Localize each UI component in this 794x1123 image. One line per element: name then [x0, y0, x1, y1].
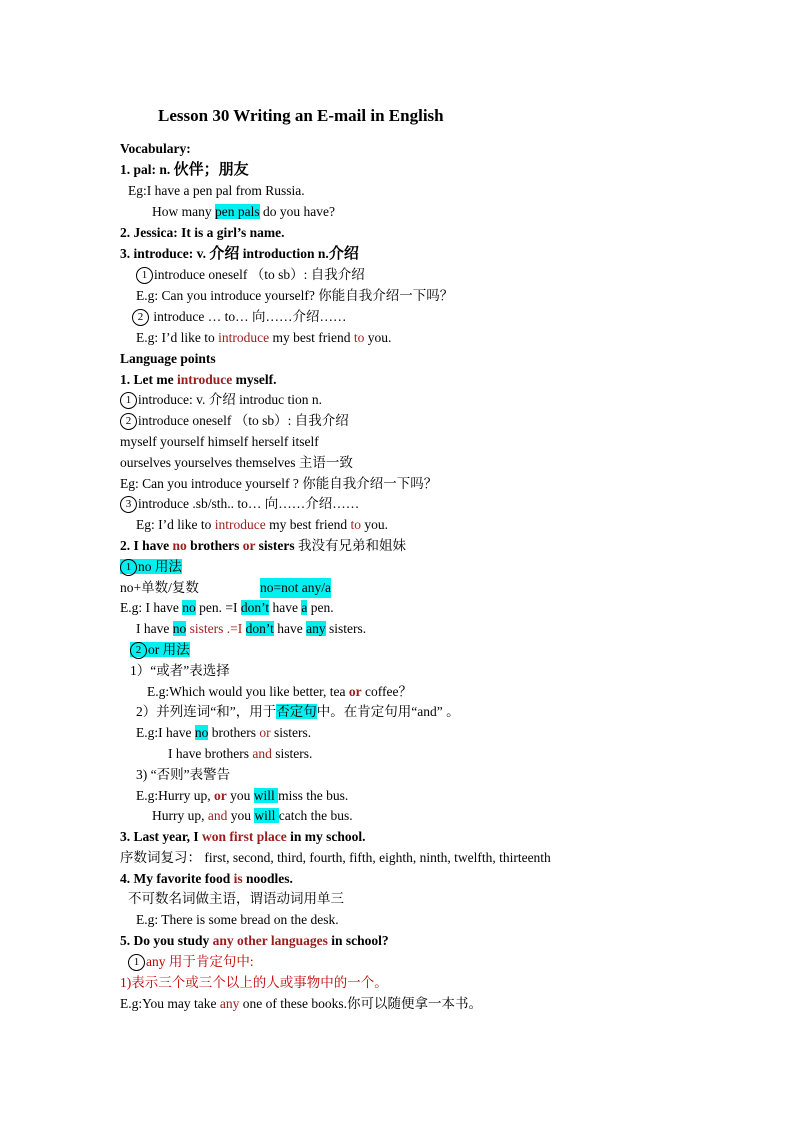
example-line: E.g:Hurry up, or you will miss the bus.	[136, 788, 349, 803]
text-line: 不可数名词做主语，谓语动词用单三	[128, 891, 344, 906]
text-line: no+单数/复数 no=not any/a	[120, 578, 199, 598]
vocab-item-1: 1. pal: n. 伙伴；朋友	[120, 162, 249, 178]
circled-number: 1	[128, 954, 145, 971]
text-line: 3) “否则”表警告	[136, 767, 231, 782]
point-3: 3. Last year, I won first place in my school.	[120, 829, 366, 844]
sub-item: 1 any 用于肯定句中:	[128, 952, 254, 972]
circled-number: 1	[136, 267, 153, 284]
point-4: 4. My favorite food is noodles.	[120, 871, 293, 886]
point-2: 2. I have no brothers or sisters 我没有兄弟和姐妹	[120, 538, 407, 553]
point-1: 1. Let me introduce myself.	[120, 372, 277, 387]
example-line: E.g: I’d like to introduce my best friend to you.	[136, 330, 392, 345]
example-line: How many pen pals do you have?	[152, 204, 335, 219]
example-line: E.g: I have no pen. =I don’t have a pen.	[120, 600, 334, 615]
sub-item: 1 introduce oneself （to sb）: 自我介绍	[136, 265, 365, 285]
example-line: Hurry up, and you will catch the bus.	[152, 808, 353, 823]
example-line: Eg: I’d like to introduce my best friend to you.	[136, 517, 388, 532]
circled-number: 2	[130, 642, 147, 659]
example-line: E.g: There is some bread on the desk.	[136, 912, 339, 927]
example-line: E.g: Can you introduce yourself? 你能自我介绍一下吗？	[136, 288, 454, 303]
circled-number: 3	[120, 496, 137, 513]
text-line: ourselves yourselves themselves 主语一致	[120, 455, 353, 470]
sub-item: 1 no 用法	[120, 557, 182, 577]
example-line: E.g:I have no brothers or sisters.	[136, 725, 312, 740]
page-title: Lesson 30 Writing an E-mail in English	[158, 106, 444, 125]
example-line: Eg: Can you introduce yourself ? 你能自我介绍一下吗？	[120, 476, 438, 491]
circled-number: 2	[132, 309, 149, 326]
text-line: 1)表示三个或三个以上的人或事物中的一个。	[120, 975, 388, 990]
text-line: 1）“或者”表选择	[130, 663, 230, 678]
vocab-item-3: 3. introduce: v. 介绍 introduction n.介绍	[120, 246, 359, 262]
example-line: E.g:You may take any one of these books.你可以随便拿一本书。	[120, 996, 482, 1011]
sub-item: 1 introduce: v. 介绍 introduc tion n.	[120, 390, 322, 410]
example-line: I have no sisters .=I don’t have any sisters.	[136, 621, 367, 636]
circled-number: 1	[120, 559, 137, 576]
sub-item: 2 or 用法	[130, 640, 190, 660]
example-line: I have brothers and sisters.	[168, 746, 313, 761]
sub-item: 2 introduce … to… 向……介绍……	[132, 307, 346, 327]
heading-vocabulary: Vocabulary:	[120, 141, 191, 156]
text-line: 2）并列连词“和”，用于否定句中。在肯定句用“and” 。	[136, 704, 460, 719]
circled-number: 1	[120, 392, 137, 409]
heading-language-points: Language points	[120, 351, 216, 366]
example-line: Eg:I have a pen pal from Russia.	[128, 183, 305, 198]
sub-item: 2 introduce oneself （to sb）: 自我介绍	[120, 411, 349, 431]
circled-number: 2	[120, 413, 137, 430]
example-line: E.g:Which would you like better, tea or coffee？	[147, 684, 413, 699]
text-line: 序数词复习： first, second, third, fourth, fifth, eighth, ninth, twelfth, thirteenth	[120, 850, 551, 865]
sub-item: 3 introduce .sb/sth.. to… 向……介绍……	[120, 494, 359, 514]
text-line: myself yourself himself herself itself	[120, 434, 319, 449]
vocab-item-2: 2. Jessica: It is a girl’s name.	[120, 225, 285, 240]
point-5: 5. Do you study any other languages in school?	[120, 933, 389, 948]
